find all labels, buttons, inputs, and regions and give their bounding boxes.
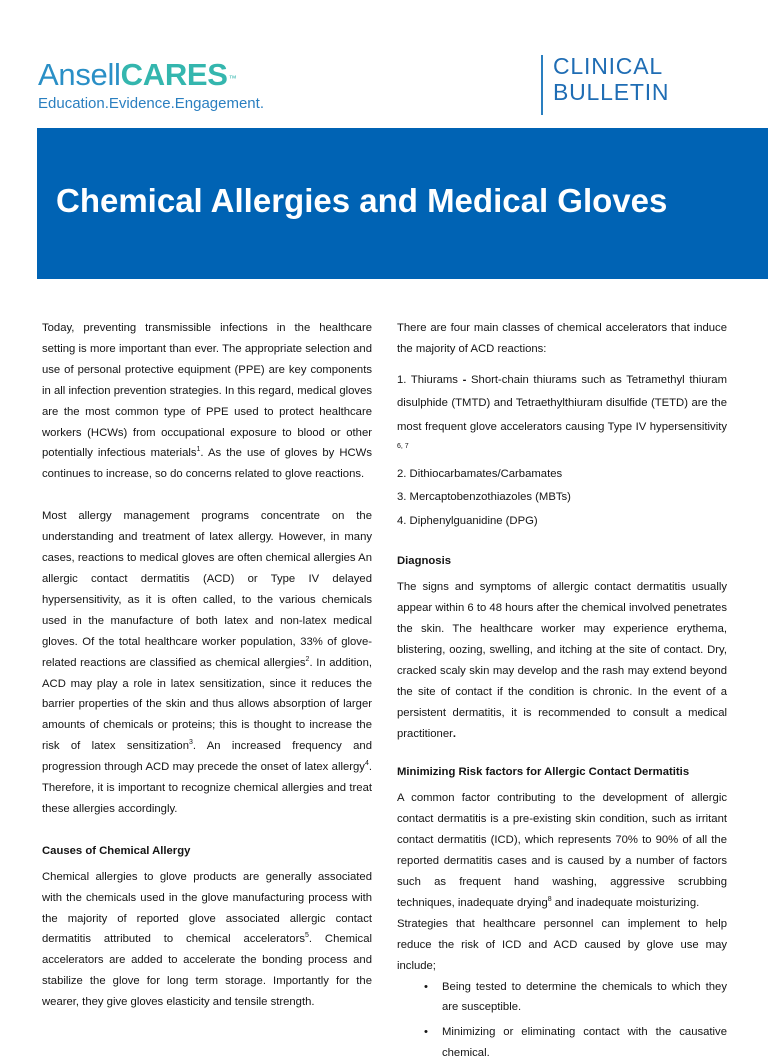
bulletin-divider <box>541 55 543 115</box>
accelerators-intro: There are four main classes of chemical accelerators that induce the majority of ACD reactions: <box>397 322 727 355</box>
logo-tagline: Education.Evidence.Engagement. <box>38 95 264 112</box>
bullet-icon: • <box>424 1026 428 1039</box>
bulletin-line-2: BULLETIN <box>553 79 670 105</box>
diagnosis-paragraph <box>397 577 727 744</box>
minimizing-text-1: A common factor contributing to the development of allergic contact dermatitis is a pre-existing skin condition, such as irritant contact dermatitis (ICD), which represents 70% to 90% of all the reported dermatitis cases and is caused by a number of factors such as frequent hand washing, aggressive scrubbing techniques, inadequate drying <box>397 792 727 909</box>
document-title: Chemical Allergies and Medical Gloves <box>56 182 668 219</box>
accelerator-item-2: 2. Dithiocarbamates/Carbamates <box>397 467 563 480</box>
latex-text-2: . In addition, ACD may play a role in latex sensitization, since it reduces the barrier properties of the skin and thus allows absorption of larger amounts of chemicals or proteins; this is thought to increase the risk of latex sensitization <box>42 656 372 753</box>
reference-5: 5 <box>305 932 309 940</box>
left-column <box>42 318 372 1013</box>
causes-paragraph <box>42 867 372 1013</box>
latex-text-1: Most allergy management programs concentrate on the understanding and treatment of latex allergy. However, in many cases, reactions to medical gloves are often chemical allergies An allergic contact dermatitis (ACD) or Type IV delayed hypersensitivity, as it is often called, to the various chemicals used in the manufacture of both latex and non-latex medical gloves. Of the total healthcare worker population, 33% of glove-related reactions are classified as chemical allergies <box>42 510 372 669</box>
page-header <box>0 0 768 128</box>
right-column <box>397 318 727 1064</box>
intro-text-1: Today, preventing transmissible infections in the healthcare setting is more important than ever. The appropriate selection and use of personal protective equipment (PPE) are key components in all infection prevention strategies. In this regard, medical gloves are the most common type of PPE used to protect healthcare workers (HCWs) from occupational exposure to blood or other potentially infectious materials <box>42 322 372 460</box>
diagnosis-period: . <box>452 727 457 740</box>
strategies-paragraph: Strategies that healthcare personnel can implement to help reduce the risk of ICD and ACD caused by glove use may include; <box>397 917 727 972</box>
accelerator-item-4: 4. Diphenylguanidine (DPG) <box>397 514 538 527</box>
reference-1: 1 <box>196 446 201 454</box>
logo-ansell-text: Ansell <box>38 57 121 92</box>
bullet-icon: • <box>424 980 428 993</box>
reference-2: 2 <box>305 655 310 663</box>
reference-8: 8 <box>547 896 552 904</box>
reference-3: 3 <box>189 739 193 747</box>
causes-heading: Causes of Chemical Allergy <box>42 844 191 857</box>
item1-dash: - <box>462 373 467 386</box>
diagnosis-heading: Diagnosis <box>397 555 451 568</box>
intro-paragraph <box>42 318 372 485</box>
accelerator-item-1 <box>397 369 727 463</box>
minimizing-paragraph <box>397 788 727 913</box>
item1-label: 1. Thiurams <box>397 373 463 386</box>
causes-text-1: Chemical allergies to glove products are generally associated with the chemicals used in the glove manufacturing process with the majority of reported glove associated allergic contact dermatitis attributed to chemical accelerators <box>42 870 372 946</box>
accelerator-item-3: 3. Mercaptobenzothiazoles (MBTs) <box>397 491 571 504</box>
logo-cares-text: CARES <box>120 57 228 92</box>
bulletin-line-1: CLINICAL <box>553 53 663 79</box>
latex-text-4: . Therefore, it is important to recognize chemical allergies and treat these allergies accordingly. <box>42 761 372 815</box>
strategy-1-text: Being tested to determine the chemicals to which they are susceptible. <box>442 980 727 1014</box>
title-banner <box>37 128 768 279</box>
strategy-item-1 <box>397 977 727 1019</box>
trademark-symbol: ™ <box>228 74 237 83</box>
strategy-item-2 <box>397 1022 727 1064</box>
clinical-bulletin-label <box>553 53 669 105</box>
ansell-cares-logo <box>38 58 236 92</box>
reference-4: 4 <box>364 760 369 768</box>
diagnosis-text: The signs and symptoms of allergic contact dermatitis usually appear within 6 to 48 hours after the chemical involved penetrates the skin. The healthcare worker may experience erythema, blistering, oozing, swelling, and itching at the site of contact. Dry, cracked scaly skin may develop and the rash may extend beyond the site of contact if the condition is chronic. In the event of a persistent dermatitis, it is recommended to consult a medical practitioner <box>397 581 727 740</box>
minimizing-heading: Minimizing Risk factors for Allergic Contact Dermatitis <box>397 766 690 779</box>
latex-allergy-paragraph <box>42 506 372 820</box>
intro-text-2: . As the use of gloves by HCWs continues to increase, so do concerns related to glove reactions. <box>42 447 372 481</box>
item1-text: Short-chain thiurams such as Tetramethyl thiuram disulphide (TMTD) and Tetraethylthiuram disulfide (TETD) are the most frequent glove accelerators causing Type IV hypersensitivity <box>397 373 727 433</box>
strategy-2-text: Minimizing or eliminating contact with the causative chemical. <box>442 1026 727 1060</box>
reference-6-7: 6, 7 <box>397 443 409 451</box>
minimizing-text-2: and inadequate moisturizing. <box>551 896 700 909</box>
latex-text-3: . An increased frequency and progression through ACD may precede the onset of latex allergy <box>42 740 372 774</box>
causes-text-2: . Chemical accelerators are added to accelerate the bonding process and stabilize the glove for long term storage. Importantly for the wearer, they give gloves elasticity and tensile strength. <box>42 933 372 1009</box>
strategies-list <box>397 977 727 1064</box>
